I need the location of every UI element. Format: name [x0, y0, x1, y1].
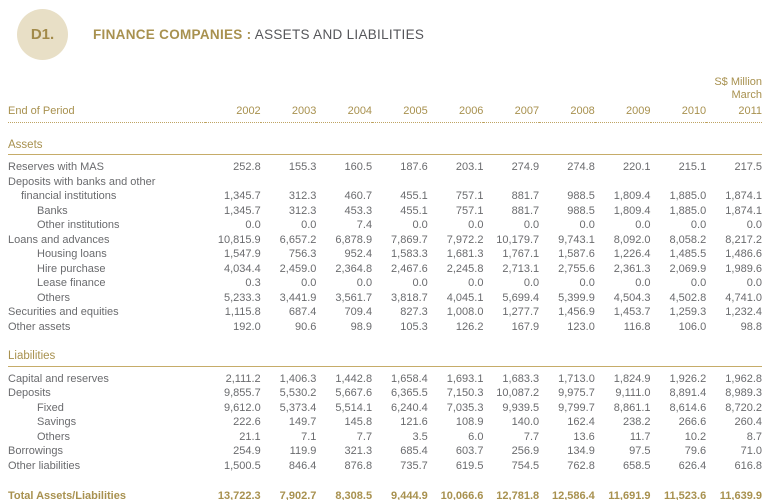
cell-value: 90.6	[294, 320, 317, 333]
row-label: Borrowings	[8, 445, 64, 457]
cell-value: 97.5	[629, 445, 651, 457]
cell-value: 98.9	[350, 320, 373, 333]
total-value: 12,586.4	[539, 473, 595, 500]
total-row	[8, 473, 762, 500]
cell-value: 167.9	[511, 320, 540, 333]
cell-value: 0.0	[356, 277, 373, 289]
cell-value: 5,699.4	[502, 291, 540, 304]
cell-value: 881.7	[511, 190, 540, 202]
table-row	[8, 218, 762, 233]
cell-value: 7.7	[356, 430, 373, 443]
cell-value: 0.0	[468, 277, 484, 289]
cell-value: 254.9	[233, 445, 261, 457]
unit-label: S$ Million	[714, 76, 762, 88]
cell-value: 687.4	[288, 306, 317, 318]
row-label: Securities and equities	[8, 306, 119, 318]
row-label: Savings	[37, 416, 77, 428]
cell-value: 220.1	[622, 161, 651, 173]
cell-value: 1,583.3	[391, 248, 428, 260]
cell-value: 455.1	[400, 204, 428, 217]
year-header-row	[8, 102, 762, 122]
total-value: 12,781.8	[483, 473, 539, 500]
cell-value: 3.5	[412, 430, 428, 443]
cell-value: 1,345.7	[223, 190, 261, 202]
table-row	[8, 233, 762, 248]
cell-value: 8,861.1	[613, 401, 651, 414]
cell-value: 5,373.4	[279, 401, 317, 414]
total-value: 11,691.9	[595, 473, 651, 500]
cell-value: 0.0	[523, 277, 540, 289]
cell-value: 1,824.9	[613, 372, 651, 385]
table-row	[8, 247, 762, 262]
cell-value: 4,045.1	[446, 291, 484, 304]
cell-value: 757.1	[455, 190, 484, 202]
row-label-line1: Deposits with banks and other	[8, 175, 156, 188]
cell-value: 2,245.8	[446, 262, 484, 275]
cell-value: 1,693.1	[446, 372, 484, 385]
table-row	[8, 430, 762, 445]
cell-value: 762.8	[567, 459, 595, 472]
row-label: Others	[37, 430, 71, 443]
cell-value: 6.0	[468, 430, 484, 443]
cell-value: 3,441.9	[279, 291, 317, 304]
cell-value: 1,442.8	[335, 372, 373, 385]
cell-value: 846.4	[288, 459, 317, 472]
cell-value: 0.0	[301, 277, 317, 289]
cell-value: 619.5	[455, 459, 484, 472]
cell-value: 105.3	[400, 320, 428, 333]
table-row	[8, 276, 762, 291]
table-wrap	[0, 76, 770, 500]
year-header: 2003	[261, 102, 317, 122]
year-header: 2004	[316, 102, 372, 122]
row-label: Fixed	[37, 401, 64, 414]
cell-value: 988.5	[567, 190, 595, 202]
cell-value: 9,799.7	[558, 401, 595, 414]
cell-value: 134.9	[567, 445, 595, 457]
cell-value: 71.0	[740, 445, 762, 457]
cell-value: 1,232.4	[725, 306, 762, 318]
cell-value: 145.8	[344, 416, 373, 428]
total-value: 13,722.3	[205, 473, 261, 500]
cell-value: 203.1	[455, 161, 484, 173]
cell-value: 187.6	[400, 161, 428, 173]
cell-value: 2,364.8	[335, 262, 373, 275]
year-header: 2005	[372, 102, 428, 122]
cell-value: 6,240.4	[391, 401, 428, 414]
table-row	[8, 415, 762, 430]
cell-value: 3,561.7	[335, 291, 373, 304]
section-badge-label: D1.	[30, 26, 55, 43]
row-label: Capital and reserves	[8, 372, 109, 385]
cell-value: 155.3	[288, 161, 317, 173]
cell-value: 952.4	[344, 248, 373, 260]
cell-value: 6,365.5	[391, 387, 428, 399]
cell-value: 252.8	[233, 161, 261, 173]
cell-value: 1,874.1	[725, 204, 762, 217]
cell-value: 126.2	[455, 320, 484, 333]
total-value: 8,308.5	[316, 473, 372, 500]
cell-value: 7.7	[523, 430, 540, 443]
year-header: 2011	[706, 102, 762, 122]
cell-value: 7,972.2	[446, 233, 484, 246]
cell-value: 5,233.3	[223, 291, 261, 304]
cell-value: 756.3	[288, 248, 317, 260]
cell-value: 1,259.3	[669, 306, 707, 318]
cell-value: 1,683.3	[502, 372, 540, 385]
year-header: 2007	[483, 102, 539, 122]
cell-value: 8,092.0	[613, 233, 651, 246]
cell-value: 2,467.6	[391, 262, 428, 275]
cell-value: 162.4	[567, 416, 595, 428]
cell-value: 2,111.2	[225, 372, 261, 385]
cell-value: 8,217.2	[725, 233, 762, 246]
row-label: Other assets	[8, 320, 71, 333]
table-row	[8, 459, 762, 474]
cell-value: 1,406.3	[279, 372, 317, 385]
cell-value: 149.7	[288, 416, 317, 428]
cell-value: 2,755.6	[558, 262, 595, 275]
section-header-liabilities	[8, 334, 762, 366]
cell-value: 0.0	[635, 219, 651, 231]
cell-value: 658.5	[622, 459, 651, 472]
cell-value: 0.0	[412, 219, 428, 231]
cell-value: 1,809.4	[613, 190, 651, 202]
cell-value: 1,658.4	[391, 372, 428, 385]
cell-value: 123.0	[567, 320, 595, 333]
cell-value: 6,878.9	[335, 233, 373, 246]
row-label	[8, 175, 205, 204]
cell-value: 256.9	[511, 445, 540, 457]
row-label-line2: financial institutions	[21, 190, 117, 202]
cell-value: 8,614.6	[669, 401, 707, 414]
table-row	[8, 444, 762, 459]
year-header: 2009	[595, 102, 651, 122]
total-value: 11,639.9	[706, 473, 762, 500]
cell-value: 312.3	[288, 204, 317, 217]
cell-value: 2,713.1	[502, 262, 540, 275]
cell-value: 1,277.7	[502, 306, 540, 318]
table-row	[8, 320, 762, 335]
cell-value: 8,989.3	[725, 387, 762, 399]
report-header	[0, 0, 770, 60]
cell-value: 4,504.3	[613, 291, 651, 304]
cell-value: 4,502.8	[669, 291, 707, 304]
year-header: 2008	[539, 102, 595, 122]
cell-value: 988.5	[567, 204, 595, 217]
cell-value: 453.3	[344, 204, 373, 217]
table-row	[8, 204, 762, 219]
cell-value: 1,345.7	[223, 204, 261, 217]
cell-value: 1,885.0	[669, 204, 707, 217]
section-header-assets	[8, 122, 762, 155]
cell-value: 1,587.6	[558, 248, 595, 260]
cell-value: 1,008.0	[446, 306, 484, 318]
cell-value: 0.0	[468, 219, 484, 231]
cell-value: 11.7	[629, 430, 651, 443]
page-title-regular: ASSETS AND LIABILITIES	[254, 27, 425, 42]
row-label: Hire purchase	[37, 262, 106, 275]
cell-value: 9,855.7	[223, 387, 261, 399]
cell-value: 98.8	[740, 320, 762, 333]
cell-value: 1,767.1	[502, 248, 540, 260]
cell-value: 735.7	[400, 459, 428, 472]
page-title	[93, 27, 424, 42]
cell-value: 0.0	[523, 219, 540, 231]
cell-value: 455.1	[400, 190, 428, 202]
total-value: 11,523.6	[651, 473, 707, 500]
year-header: 2006	[428, 102, 484, 122]
cell-value: 8.7	[746, 430, 762, 443]
cell-value: 1,485.5	[669, 248, 707, 260]
cell-value: 1,713.0	[558, 372, 595, 385]
cell-value: 217.5	[734, 161, 762, 173]
cell-value: 0.0	[746, 277, 762, 289]
total-value: 7,902.7	[261, 473, 317, 500]
cell-value: 603.7	[455, 445, 484, 457]
row-label: Others	[37, 291, 71, 304]
cell-value: 192.0	[233, 320, 261, 333]
cell-value: 754.5	[511, 459, 540, 472]
cell-value: 827.3	[400, 306, 428, 318]
cell-value: 757.1	[455, 204, 484, 217]
cell-value: 274.9	[511, 161, 540, 173]
cell-value: 0.0	[579, 219, 595, 231]
cell-value: 0.0	[301, 219, 317, 231]
cell-value: 8,720.2	[725, 401, 762, 414]
cell-value: 876.8	[344, 459, 373, 472]
cell-value: 1,681.3	[446, 248, 484, 260]
cell-value: 238.2	[622, 416, 651, 428]
table-row	[8, 262, 762, 277]
cell-value: 4,034.4	[223, 262, 261, 275]
cell-value: 1,989.6	[725, 262, 762, 275]
cell-value: 260.4	[734, 416, 762, 428]
cell-value: 10.2	[684, 430, 707, 443]
cell-value: 5,530.2	[279, 387, 317, 399]
cell-value: 881.7	[511, 204, 540, 217]
cell-value: 312.3	[288, 190, 317, 202]
cell-value: 21.1	[239, 430, 261, 443]
cell-value: 5,399.9	[558, 291, 595, 304]
cell-value: 2,361.3	[613, 262, 651, 275]
cell-value: 8,058.2	[669, 233, 707, 246]
cell-value: 0.0	[245, 219, 261, 231]
cell-value: 160.5	[344, 161, 373, 173]
cell-value: 7,035.3	[446, 401, 484, 414]
cell-value: 10,179.7	[496, 233, 540, 246]
report-table	[8, 102, 762, 500]
cell-value: 9,612.0	[223, 401, 261, 414]
table-row	[8, 291, 762, 306]
cell-value: 266.6	[678, 416, 707, 428]
cell-value: 3,818.7	[391, 291, 428, 304]
cell-value: 8,891.4	[669, 387, 707, 399]
cell-value: 0.0	[690, 277, 707, 289]
table-row	[8, 155, 762, 175]
cell-value: 1,547.9	[223, 248, 261, 260]
cell-value: 7.4	[356, 219, 373, 231]
cell-value: 460.7	[344, 190, 373, 202]
end-of-period-label: End of Period	[8, 102, 205, 122]
total-label: Total Assets/Liabilities	[8, 473, 205, 500]
cell-value: 5,667.6	[335, 387, 373, 399]
cell-value: 6,657.2	[279, 233, 317, 246]
cell-value: 1,456.9	[558, 306, 595, 318]
cell-value: 321.3	[344, 445, 373, 457]
cell-value: 626.4	[678, 459, 707, 472]
row-label: Lease finance	[37, 277, 106, 289]
cell-value: 116.8	[623, 320, 651, 333]
cell-value: 10,087.2	[496, 387, 540, 399]
cell-value: 108.9	[455, 416, 484, 428]
cell-value: 616.8	[734, 459, 762, 472]
cell-value: 79.6	[684, 445, 707, 457]
cell-value: 222.6	[233, 416, 261, 428]
year-header: 2002	[205, 102, 261, 122]
cell-value: 1,453.7	[613, 306, 651, 318]
row-label: Other liabilities	[8, 459, 81, 472]
cell-value: 7.1	[301, 430, 317, 443]
cell-value: 215.1	[678, 161, 707, 173]
table-row	[8, 366, 762, 386]
cell-value: 7,869.7	[391, 233, 428, 246]
row-label: Other institutions	[37, 219, 120, 231]
cell-value: 7,150.3	[446, 387, 484, 399]
cell-value: 140.0	[511, 416, 540, 428]
section-title: Liabilities	[8, 334, 762, 366]
section-title: Assets	[8, 122, 762, 155]
row-label: Loans and advances	[8, 233, 110, 246]
cell-value: 1,226.4	[613, 248, 651, 260]
cell-value: 0.0	[746, 219, 762, 231]
cell-value: 106.0	[678, 320, 707, 333]
cell-value: 121.6	[400, 416, 428, 428]
row-label: Housing loans	[37, 248, 107, 260]
cell-value: 9,743.1	[558, 233, 595, 246]
page-title-bold: FINANCE COMPANIES :	[93, 27, 252, 42]
cell-value: 13.6	[573, 430, 595, 443]
cell-value: 1,962.8	[725, 372, 762, 385]
cell-value: 0.3	[245, 277, 261, 289]
total-value: 10,066.6	[428, 473, 484, 500]
cell-value: 5,514.1	[335, 401, 373, 414]
cell-value: 709.4	[344, 306, 373, 318]
row-label: Banks	[37, 204, 68, 217]
cell-value: 9,939.5	[502, 401, 540, 414]
table-row	[8, 401, 762, 416]
total-value: 9,444.9	[372, 473, 428, 500]
cell-value: 0.0	[635, 277, 651, 289]
cell-value: 0.0	[690, 219, 707, 231]
cell-value: 274.8	[567, 161, 595, 173]
row-label: Deposits	[8, 387, 51, 399]
period-note-label: March	[731, 89, 762, 101]
cell-value: 9,111.0	[615, 387, 651, 399]
unit-note	[8, 76, 762, 102]
table-row	[8, 386, 762, 401]
cell-value: 1,885.0	[669, 190, 707, 202]
cell-value: 1,500.5	[223, 459, 261, 472]
cell-value: 119.9	[289, 445, 317, 457]
cell-value: 1,926.2	[669, 372, 707, 385]
cell-value: 4,741.0	[725, 291, 762, 304]
year-header: 2010	[651, 102, 707, 122]
cell-value: 2,069.9	[669, 262, 707, 275]
cell-value: 1,115.8	[224, 306, 261, 318]
cell-value: 0.0	[579, 277, 595, 289]
cell-value: 1,809.4	[613, 204, 651, 217]
cell-value: 685.4	[400, 445, 428, 457]
section-badge	[17, 9, 68, 60]
cell-value: 1,486.6	[725, 248, 762, 260]
cell-value: 2,459.0	[279, 262, 317, 275]
table-row	[8, 305, 762, 320]
cell-value: 10,815.9	[217, 233, 261, 246]
row-label: Reserves with MAS	[8, 161, 104, 173]
cell-value: 9,975.7	[558, 387, 595, 399]
table-row	[8, 175, 762, 204]
cell-value: 0.0	[412, 277, 428, 289]
cell-value: 1,874.1	[725, 190, 762, 202]
